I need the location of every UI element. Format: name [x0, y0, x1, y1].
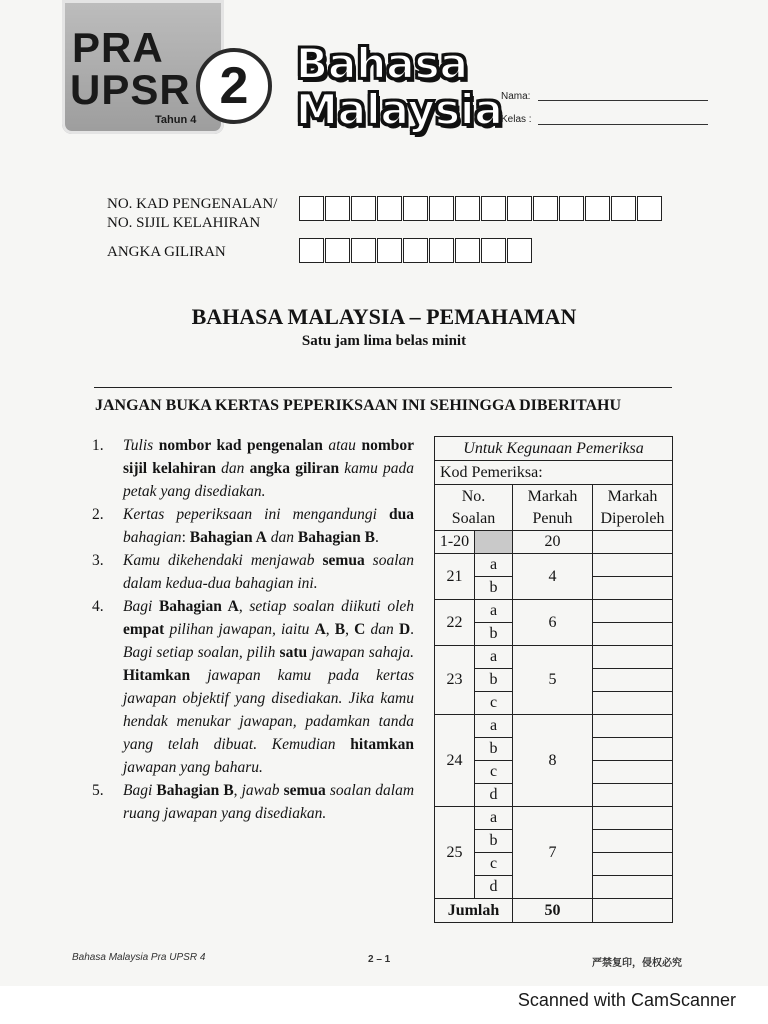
question-part-cell: c: [475, 761, 513, 784]
logo-number-circle: 2: [196, 48, 272, 124]
footer-page-number: 2 – 1: [368, 954, 391, 965]
index-number-boxes[interactable]: [299, 238, 533, 263]
index-digit-box[interactable]: [351, 238, 376, 263]
marks-obtained-cell[interactable]: [593, 692, 673, 715]
col-header-full-marks: [513, 485, 593, 531]
ic-digit-box[interactable]: [377, 196, 402, 221]
full-marks-cell: 6: [513, 600, 593, 646]
question-part-cell: c: [475, 692, 513, 715]
question-part-row: [435, 715, 673, 738]
total-full-marks: 50: [513, 899, 593, 923]
question-number-cell: 23: [435, 646, 475, 715]
col-header-line: No.: [461, 487, 486, 505]
examiner-table-header: Untuk Kegunaan Pemeriksa: [435, 437, 673, 461]
marks-obtained-cell[interactable]: [593, 531, 673, 554]
ic-digit-box[interactable]: [325, 196, 350, 221]
instruction-item: [92, 434, 414, 503]
footer-book-title: Bahasa Malaysia Pra UPSR 4: [72, 952, 206, 963]
marks-obtained-cell[interactable]: [593, 554, 673, 577]
index-label: ANGKA GILIRAN: [107, 244, 226, 260]
ic-number-boxes[interactable]: [299, 196, 663, 221]
col-header-line: Penuh: [532, 509, 573, 527]
do-not-open-warning: JANGAN BUKA KERTAS PEPERIKSAAN INI SEHINGGA DIBERITAHU: [95, 397, 622, 414]
question-part-cell: b: [475, 738, 513, 761]
marks-obtained-cell[interactable]: [593, 876, 673, 899]
question-part-row: [435, 554, 673, 577]
instruction-text: Kamu dikehendaki menjawab semua soalan dalam kedua-dua bahagian ini.: [123, 552, 414, 592]
marks-obtained-cell[interactable]: [593, 738, 673, 761]
subject-title-line2: Malaysia: [296, 85, 503, 134]
question-part-cell: b: [475, 669, 513, 692]
ic-digit-box[interactable]: [585, 196, 610, 221]
marks-obtained-cell[interactable]: [593, 784, 673, 807]
instruction-item: [92, 549, 414, 595]
ic-digit-box[interactable]: [481, 196, 506, 221]
ic-digit-box[interactable]: [637, 196, 662, 221]
instruction-item: [92, 503, 414, 549]
marks-obtained-cell[interactable]: [593, 761, 673, 784]
ic-digit-box[interactable]: [299, 196, 324, 221]
ic-digit-box[interactable]: [455, 196, 480, 221]
question-part-cell: a: [475, 600, 513, 623]
full-marks-cell: 5: [513, 646, 593, 715]
ic-digit-box[interactable]: [611, 196, 636, 221]
full-marks-cell: 8: [513, 715, 593, 807]
name-label: Nama:: [501, 91, 531, 102]
col-header-line: Soalan: [451, 509, 496, 527]
ic-digit-box[interactable]: [403, 196, 428, 221]
marks-obtained-cell[interactable]: [593, 669, 673, 692]
full-marks-cell: 7: [513, 807, 593, 899]
marks-obtained-cell[interactable]: [593, 807, 673, 830]
question-part-row: [435, 646, 673, 669]
full-marks-cell: 20: [513, 531, 593, 554]
instruction-text: Bagi Bahagian A, setiap soalan diikuti oleh empat pilihan jawapan, iaitu A, B, C dan D. Bagi setiap soalan, pilih satu jawapan sahaja. Hitamkan jawapan kamu pada kertas jawapan objektif yang disediakan. Jika kamu hendak menukar jawapan, padamkan tanda yang telah dibuat. Kemudian hitamkan jawapan yang baharu.: [123, 598, 415, 776]
shaded-cell: [475, 531, 513, 554]
instruction-number: 2.: [92, 506, 104, 523]
index-digit-box[interactable]: [507, 238, 532, 263]
question-part-cell: b: [475, 830, 513, 853]
logo-upsr-text: UPSR: [70, 66, 191, 113]
question-part-cell: a: [475, 715, 513, 738]
question-range-cell: 1-20: [435, 531, 475, 554]
ic-label-line1: NO. KAD PENGENALAN/: [107, 196, 278, 212]
marks-obtained-cell[interactable]: [593, 577, 673, 600]
instruction-number: 5.: [92, 782, 104, 799]
subject-title-line1: Bahasa: [296, 39, 468, 88]
title-divider: [94, 387, 672, 388]
footer-copyright: 严禁复印，侵权必究: [592, 958, 682, 969]
index-digit-box[interactable]: [429, 238, 454, 263]
question-part-cell: b: [475, 577, 513, 600]
examiner-code-label: Kod Pemeriksa:: [435, 461, 673, 485]
scanner-watermark: Scanned with CamScanner: [517, 990, 736, 1010]
question-number-cell: 24: [435, 715, 475, 807]
scanner-watermark-bar: [0, 986, 768, 1024]
class-field[interactable]: [538, 124, 708, 125]
question-part-cell: d: [475, 784, 513, 807]
instruction-number: 3.: [92, 552, 104, 569]
instruction-list: [92, 434, 414, 825]
index-digit-box[interactable]: [455, 238, 480, 263]
paper-title: BAHASA MALAYSIA – PEMAHAMAN: [191, 304, 577, 329]
marks-obtained-cell[interactable]: [593, 646, 673, 669]
question-part-cell: a: [475, 807, 513, 830]
class-label: Kelas :: [501, 114, 532, 125]
index-digit-box[interactable]: [481, 238, 506, 263]
question-number-cell: 22: [435, 600, 475, 646]
full-marks-cell: 4: [513, 554, 593, 600]
ic-digit-box[interactable]: [507, 196, 532, 221]
marks-obtained-cell[interactable]: [593, 830, 673, 853]
total-marks-obtained[interactable]: [593, 899, 673, 923]
examiner-marks-table: [434, 436, 673, 923]
marks-obtained-cell[interactable]: [593, 853, 673, 876]
question-part-cell: a: [475, 554, 513, 577]
index-digit-box[interactable]: [403, 238, 428, 263]
marks-obtained-cell[interactable]: [593, 623, 673, 646]
logo-pra-text: PRA: [72, 24, 164, 71]
name-field[interactable]: [538, 100, 708, 101]
ic-digit-box[interactable]: [559, 196, 584, 221]
marks-obtained-cell[interactable]: [593, 600, 673, 623]
question-part-row: [435, 600, 673, 623]
instruction-text: Tulis nombor kad pengenalan atau nombor sijil kelahiran dan angka giliran kamu pada petak yang disediakan.: [123, 437, 415, 500]
instruction-text: Bagi Bahagian B, jawab semua soalan dalam ruang jawapan yang disediakan.: [123, 782, 415, 822]
question-part-cell: a: [475, 646, 513, 669]
col-header-line: Diperoleh: [600, 509, 665, 527]
question-part-row: [435, 807, 673, 830]
index-digit-box[interactable]: [325, 238, 350, 263]
col-header-marks-obtained: [593, 485, 673, 531]
ic-digit-box[interactable]: [533, 196, 558, 221]
question-part-cell: b: [475, 623, 513, 646]
col-header-line: Markah: [607, 487, 658, 505]
ic-label: [107, 195, 277, 233]
question-part-cell: c: [475, 853, 513, 876]
ic-digit-box[interactable]: [351, 196, 376, 221]
index-digit-box[interactable]: [377, 238, 402, 263]
total-label: Jumlah: [435, 899, 513, 923]
instruction-item: [92, 779, 414, 825]
instruction-text: Kertas peperiksaan ini mengandungi dua bahagian: Bahagian A dan Bahagian B.: [123, 506, 415, 546]
instruction-number: 4.: [92, 598, 104, 615]
marks-obtained-cell[interactable]: [593, 715, 673, 738]
instruction-item: [92, 595, 414, 779]
index-digit-box[interactable]: [299, 238, 324, 263]
question-number-cell: 25: [435, 807, 475, 899]
ic-label-line2: NO. SIJIL KELAHIRAN: [107, 215, 261, 231]
paper-duration: Satu jam lima belas minit: [301, 333, 467, 349]
logo-year-text: Tahun 4: [155, 114, 197, 126]
question-number-cell: 21: [435, 554, 475, 600]
ic-digit-box[interactable]: [429, 196, 454, 221]
col-header-question-no: [435, 485, 513, 531]
col-header-line: Markah: [527, 487, 578, 505]
instruction-number: 1.: [92, 437, 104, 454]
question-part-cell: d: [475, 876, 513, 899]
